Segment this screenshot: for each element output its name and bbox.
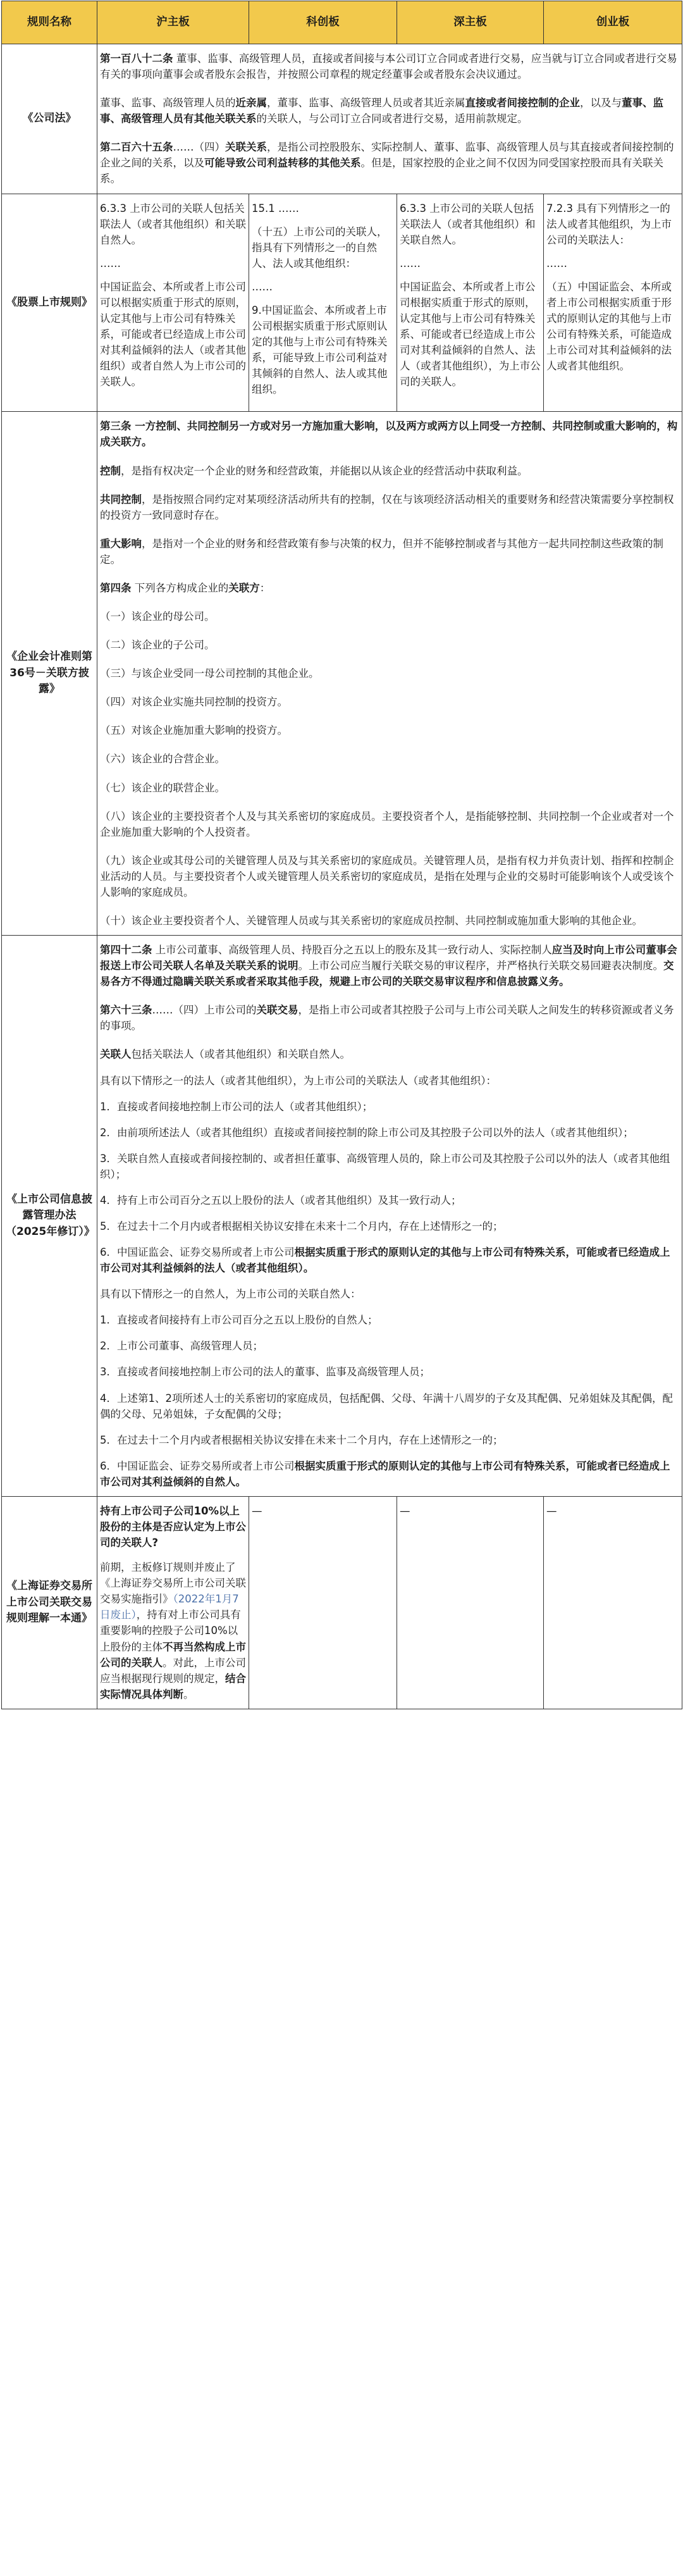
- cell-listing-gem: [544, 194, 682, 412]
- list-item: 4．持有上市公司百分之五以上股份的法人（或者其他组织）及其一致行动人；: [100, 1194, 462, 1206]
- rule-name-listing-rules: 《股票上市规则》: [2, 194, 97, 412]
- rules-comparison-table: [1, 1, 682, 1709]
- list-item: （八）该企业的主要投资者个人及与其关系密切的家庭成员。主要投资者个人，是指能够控制、共同控制一个企业或者对一个企业施加重大影响的个人投资者。: [100, 810, 674, 838]
- cell-sse-guide-sz: —: [397, 1496, 544, 1709]
- list-item: 1．直接或者间接地控制上市公司的法人（或者其他组织）；: [100, 1100, 373, 1113]
- row-disclosure-measures: [2, 936, 682, 1497]
- listing-star-item-9: 9.中国证监会、本所或者上市公司根据实质重于形式原则认定的其他与上市公司有特殊关系，可能导致上市公司利益对其倾斜的自然人、法人或其他组织。: [252, 304, 388, 396]
- header-rule-name: 规则名称: [2, 1, 97, 44]
- listing-star-item-15: （十五）上市公司的关联人，指具有下列情形之一的自然人、法人或其他组织：: [252, 225, 388, 269]
- list-item: （十）该企业主要投资者个人、关键管理人员或与其关系密切的家庭成员控制、共同控制或施加重大影响的其他企业。: [100, 914, 643, 927]
- list-item: （四）对该企业实施共同控制的投资方。: [100, 696, 288, 709]
- rule-name-disclosure: 《上市公司信息披露管理办法（2025年修订）》: [2, 936, 97, 1497]
- listing-gem-item-5: （五）中国证监会、本所或者上市公司根据实质重于形式的原则认定的其他与上市公司有特殊关系，可能造成上市公司对其利益倾斜的法人或者其他组织。: [546, 280, 672, 373]
- accounting-article-4: 第四条 下列各方构成企业的关联方：: [100, 581, 271, 594]
- list-item: （九）该企业或其母公司的关键管理人员及与其关系密切的家庭成员。关键管理人员，是指有权力并负责计划、指挥和控制企业活动的人员。与主要投资者个人或关键管理人员关系密切的家庭成员，是指在处理与企业的交易时可能影响该个人或受该个人影响的家庭成员。: [100, 854, 674, 898]
- list-item: （一）该企业的母公司。: [100, 610, 215, 623]
- list-item: 5．在过去十二个月内或者根据相关协议安排在未来十二个月内，存在上述情形之一的；: [100, 1434, 503, 1446]
- rule-name-accounting: 《企业会计准则第36号－关联方披露》: [2, 412, 97, 936]
- list-item: 2．由前项所述法人（或者其他组织）直接或者间接控制的除上市公司及其控股子公司以外的法人（或者其他组织）；: [100, 1126, 634, 1139]
- row-company-law: [2, 44, 682, 194]
- disclosure-article-63: 第六十三条……（四）上市公司的关联交易，是指上市公司或者其控股子公司与上市公司关联人之间发生的转移资源或者义务的事项。: [100, 1004, 674, 1032]
- header-star-market: 科创板: [249, 1, 397, 44]
- accounting-significant-influence: 重大影响，是指对一个企业的财务和经营政策有参与决策的权力，但并不能够控制或者与其他方一起共同控制这些政策的制定。: [100, 537, 663, 566]
- cell-company-law: [97, 44, 682, 194]
- list-item: （七）该企业的联营企业。: [100, 781, 225, 794]
- listing-sh-ellipsis: ……: [100, 257, 121, 269]
- listing-gem-ellipsis: ……: [546, 257, 567, 269]
- listing-star-ellipsis: ……: [252, 280, 273, 293]
- listing-sh-6-3-3: 6.3.3 上市公司的关联人包括关联法人（或者其他组织）和关联自然人。: [100, 202, 246, 246]
- company-law-paragraph-2: 董事、监事、高级管理人员的近亲属，董事、监事、高级管理人员或者其近亲属直接或者间接控制的企业，以及与董事、监事、高级管理人员有其他关联关系的关联人，与公司订立合同或者进行交易，适用前款规定。: [100, 97, 663, 125]
- cell-sse-guide-sh: [97, 1496, 249, 1709]
- accounting-control: 控制，是指有权决定一个企业的财务和经营政策，并能据以从该企业的经营活动中获取利益。: [100, 464, 528, 477]
- row-listing-rules: [2, 194, 682, 412]
- cell-accounting: [97, 412, 682, 936]
- disclosure-natural-intro: 具有以下情形之一的自然人，为上市公司的关联自然人：: [100, 1288, 361, 1301]
- listing-star-15-1: 15.1 ……: [252, 202, 299, 214]
- cell-sse-guide-star: —: [249, 1496, 397, 1709]
- list-item: （五）对该企业施加重大影响的投资方。: [100, 724, 288, 737]
- listing-sz-ellipsis: ……: [400, 257, 421, 269]
- listing-gem-7-2-3: 7.2.3 具有下列情形之一的法人或者其他组织，为上市公司的关联法人：: [546, 202, 672, 246]
- accounting-joint-control: 共同控制，是指按照合同约定对某项经济活动所共有的控制，仅在与该项经济活动相关的重要财务和经营决策需要分享控制权的投资方一致同意时存在。: [100, 493, 674, 521]
- listing-sh-substance: 中国证监会、本所或者上市公司可以根据实质重于形式的原则，认定其他与上市公司有特殊关系，可能或者已经造成上市公司对其利益倾斜的法人（或者其他组织）或者自然人为上市公司的关联人。: [100, 280, 246, 388]
- list-item: 1．直接或者间接持有上市公司百分之五以上股份的自然人；: [100, 1314, 378, 1327]
- sse-guide-answer: 前期，主板修订规则并废止了《上海证券交易所上市公司关联交易实施指引》（2022年1月7日废止），持有对上市公司具有重要影响的控股子公司10%以上股份的主体不再当然构成上市公司的关联人。对此，上市公司应当根据现行规则的规定，结合实际情况具体判断。: [100, 1561, 246, 1700]
- cell-listing-sz: [397, 194, 544, 412]
- list-item: （六）该企业的合营企业。: [100, 753, 225, 765]
- list-item: 3．直接或者间接地控制上市公司的法人的董事、监事及高级管理人员；: [100, 1366, 430, 1378]
- listing-sz-substance: 中国证监会、本所或者上市公司根据实质重于形式的原则，认定其他与上市公司有特殊关系、可能或者已经造成上市公司对其利益倾斜的自然人、法人（或者其他组织），为上市公司的关联人。: [400, 280, 541, 388]
- cell-disclosure: [97, 936, 682, 1497]
- list-item: 3．关联自然人直接或者间接控制的、或者担任董事、高级管理人员的，除上市公司及其控股子公司以外的法人（或者其他组织）；: [100, 1152, 670, 1180]
- header-sh-main: 沪主板: [97, 1, 249, 44]
- list-item: （二）该企业的子公司。: [100, 639, 215, 652]
- list-item: 5．在过去十二个月内或者根据相关协议安排在未来十二个月内，存在上述情形之一的；: [100, 1220, 503, 1232]
- rule-name-sse-guide: 《上海证券交易所上市公司关联交易规则理解一本通》: [2, 1496, 97, 1709]
- list-item: 6．中国证监会、证券交易所或者上市公司根据实质重于形式的原则认定的其他与上市公司有特殊关系，可能或者已经造成上市公司对其利益倾斜的自然人。: [100, 1459, 670, 1488]
- sse-guide-question: 持有上市公司子公司10%以上股份的主体是否应认定为上市公司的关联人?: [100, 1504, 246, 1549]
- listing-sz-6-3-3: 6.3.3 上市公司的关联人包括关联法人（或者其他组织）和关联自然人。: [400, 202, 536, 246]
- list-item: 4．上述第1、2项所述人士的关系密切的家庭成员，包括配偶、父母、年满十八周岁的子女及其配偶、兄弟姐妹及其配偶，配偶的父母、兄弟姐妹，子女配偶的父母；: [100, 1392, 673, 1420]
- list-item: 6．中国证监会、证券交易所或者上市公司根据实质重于形式的原则认定的其他与上市公司有特殊关系，可能或者已经造成上市公司对其利益倾斜的法人（或者其他组织）。: [100, 1246, 670, 1275]
- disclosure-legal-intro: 具有以下情形之一的法人（或者其他组织），为上市公司的关联法人（或者其他组织）：: [100, 1074, 496, 1087]
- list-item: （三）与该企业受同一母公司控制的其他企业。: [100, 667, 319, 680]
- cell-listing-sh: [97, 194, 249, 412]
- disclosure-article-42: 第四十二条 上市公司董事、高级管理人员、持股百分之五以上的股东及其一致行动人、实际控制人应当及时向上市公司董事会报送上市公司关联人名单及关联关系的说明。上市公司应当履行关联交易的审议程序，并严格执行关联交易回避表决制度。交易各方不得通过隐瞒关联关系或者采取其他手段，规避上市公司的关联交易审议程序和信息披露义务。: [100, 944, 677, 988]
- header-sz-main: 深主板: [397, 1, 544, 44]
- table-header-row: [2, 1, 682, 44]
- disclosure-related-party: 关联人包括关联法人（或者其他组织）和关联自然人。: [100, 1048, 350, 1061]
- cell-listing-star: [249, 194, 397, 412]
- row-sse-guide: [2, 1496, 682, 1709]
- rule-name-company-law: 《公司法》: [2, 44, 97, 194]
- row-accounting-standard: [2, 412, 682, 936]
- header-gem: 创业板: [544, 1, 682, 44]
- list-item: 2．上市公司董事、高级管理人员；: [100, 1340, 263, 1353]
- accounting-article-3: 第三条 一方控制、共同控制另一方或对另一方施加重大影响，以及两方或两方以上同受一方控制、共同控制或重大影响的，构成关联方。: [100, 420, 678, 449]
- company-law-article-182: 第一百八十二条 董事、监事、高级管理人员，直接或者间接与本公司订立合同或者进行交易，应当就与订立合同或者进行交易有关的事项向董事会或者股东会报告，并按照公司章程的规定经董事会或者股东会决议通过。: [100, 53, 677, 81]
- company-law-article-265: 第二百六十五条……（四）关联关系，是指公司控股股东、实际控制人、董事、监事、高级管理人员与其直接或者间接控制的企业之间的关系，以及可能导致公司利益转移的其他关系。但是，国家控股的企业之间不仅因为同受国家控股而具有关联关系。: [100, 141, 674, 185]
- cell-sse-guide-gem: —: [544, 1496, 682, 1709]
